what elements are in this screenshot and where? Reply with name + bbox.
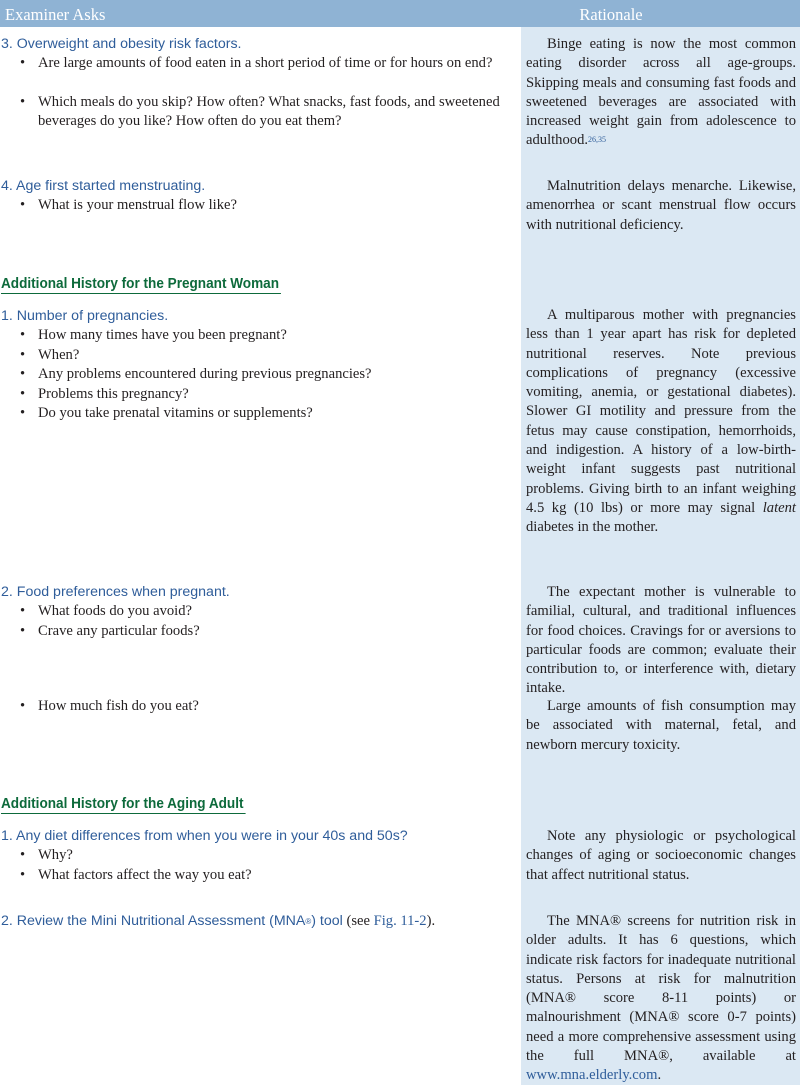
list-item: • Are large amounts of food eaten in a short period of time or for hours on end? <box>20 54 510 73</box>
rationale-food-preferences: The expectant mother is vulnerable to familial, cultural, and traditional influences for food choices. Cravings for or aversions to particular foods are common; evaluate their contribution to, or interference with, dietary intake. <box>526 584 796 697</box>
rationale-menstruation: Malnutrition delays menarche. Likewise, amenorrhea or scant menstrual flow occurs with nutritional deficiency. <box>526 178 796 233</box>
bullet-text: How much fish do you eat? <box>38 698 199 714</box>
section-heading-pregnant-woman: Additional History for the Pregnant Woman <box>1 276 279 292</box>
reference-citation[interactable]: 26,35 <box>588 135 607 145</box>
rationale-heading: Rationale <box>579 5 643 24</box>
bullet-text: Why? <box>38 847 73 863</box>
question-menstruation: 4. Age first started menstruating. <box>1 178 206 194</box>
question-diet-differences: 1. Any diet differences from when you were in your 40s and 50s? <box>1 828 408 844</box>
list-item: • How many times have you been pregnant? <box>20 326 510 345</box>
rationale-diet-differences: Note any physiologic or psychological changes of aging or socioeconomic changes that affect nutritional status. <box>526 828 796 883</box>
question-mna-review: 2. Review the Mini Nutritional Assessment (MNA®) tool (see Fig. 11-2). <box>1 913 436 929</box>
list-item: • Which meals do you skip? How often? What snacks, fast foods, and sweetened beverages do you like? How often do you eat them? <box>20 93 510 132</box>
figure-reference-link[interactable]: Fig. 11-2 <box>373 913 427 929</box>
bullet-text: Crave any particular foods? <box>38 622 200 639</box>
section-heading-aging-adult: Additional History for the Aging Adult <box>1 796 244 812</box>
rationale-pregnancies: A multiparous mother with pregnancies less than 1 year apart has risk for depleted nutritional reserves. Note previous complications of pregnancy (excessive vomiting, anemia, or gestational diabetes). Slower GI motility and pressure from the fetus may cause constipation, hemorrhoids, and indigestion. A history of a low-birth-weight infant suggests past nutritional problems. Giving birth to an infant weighing 4.5 kg (10 lbs) or more may signal latent diabetes in the mother. <box>526 307 796 536</box>
bullet-text: What is your menstrual flow like? <box>38 197 237 213</box>
list-item: • Any problems encountered during previous pregnancies? <box>20 365 510 384</box>
rationale-overweight: Binge eating is now the most common eating disorder across all age-groups. Skipping meals and consuming fast foods and sweetened beverages are associated with increased weight gain from adolescence to adulthood.$^{26,35}$ <box>526 36 796 149</box>
list-item: • What foods do you avoid? <box>20 602 510 621</box>
question-food-preferences: 2. Food preferences when pregnant. <box>1 584 230 600</box>
examiner-asks-heading: Examiner Asks <box>5 5 106 24</box>
rationale-mna: The MNA® screens for nutrition risk in older adults. It has 6 questions, which indicate risk factors for inadequate nutritional status. Persons at risk for malnutrition (MNA® score 8-11 points) or malnourishment (MNA® score 0-7 points) need a more comprehensive assessment using the full MNA®, available at www.mna.elderly.com. <box>526 913 796 1084</box>
bullet-text: Problems this pregnancy? <box>38 385 189 402</box>
bullet-text: Do you take prenatal vitamins or supplements? <box>38 405 313 421</box>
list-item: • Crave any particular foods? <box>20 622 510 641</box>
rationale-fish-consumption: Large amounts of fish consumption may be associated with maternal, fetal, and newborn mercury toxicity. <box>526 698 796 753</box>
bullet-text: When? <box>38 346 80 363</box>
list-item: • Problems this pregnancy? <box>20 385 510 404</box>
mna-website-link[interactable]: www.mna.elderly.com <box>526 1067 658 1084</box>
bullet-text: How many times have you been pregnant? <box>38 327 287 343</box>
bullet-text: Are large amounts of food eaten in a short period of time or for hours on end? <box>38 55 493 71</box>
list-item: • What is your menstrual flow like? <box>20 196 510 215</box>
bullet-text: What foods do you avoid? <box>38 603 193 619</box>
list-item: • How much fish do you eat? <box>20 697 510 716</box>
list-item: • What factors affect the way you eat? <box>20 866 510 885</box>
bullet-text: What factors affect the way you eat? <box>38 866 252 883</box>
question-overweight-risk: 3. Overweight and obesity risk factors. <box>1 36 242 52</box>
table-header <box>0 0 800 27</box>
bullet-text: Any problems encountered during previous pregnancies? <box>38 366 372 382</box>
list-item: • Why? <box>20 846 510 865</box>
list-item: • Do you take prenatal vitamins or supplements? <box>20 404 510 423</box>
question-number-of-pregnancies: 1. Number of pregnancies. <box>1 308 169 324</box>
bullet-text: Which meals do you skip? How often? What snacks, fast foods, and sweetened beverages do you like? How often do you eat them? <box>38 94 500 130</box>
list-item: • When? <box>20 346 510 365</box>
